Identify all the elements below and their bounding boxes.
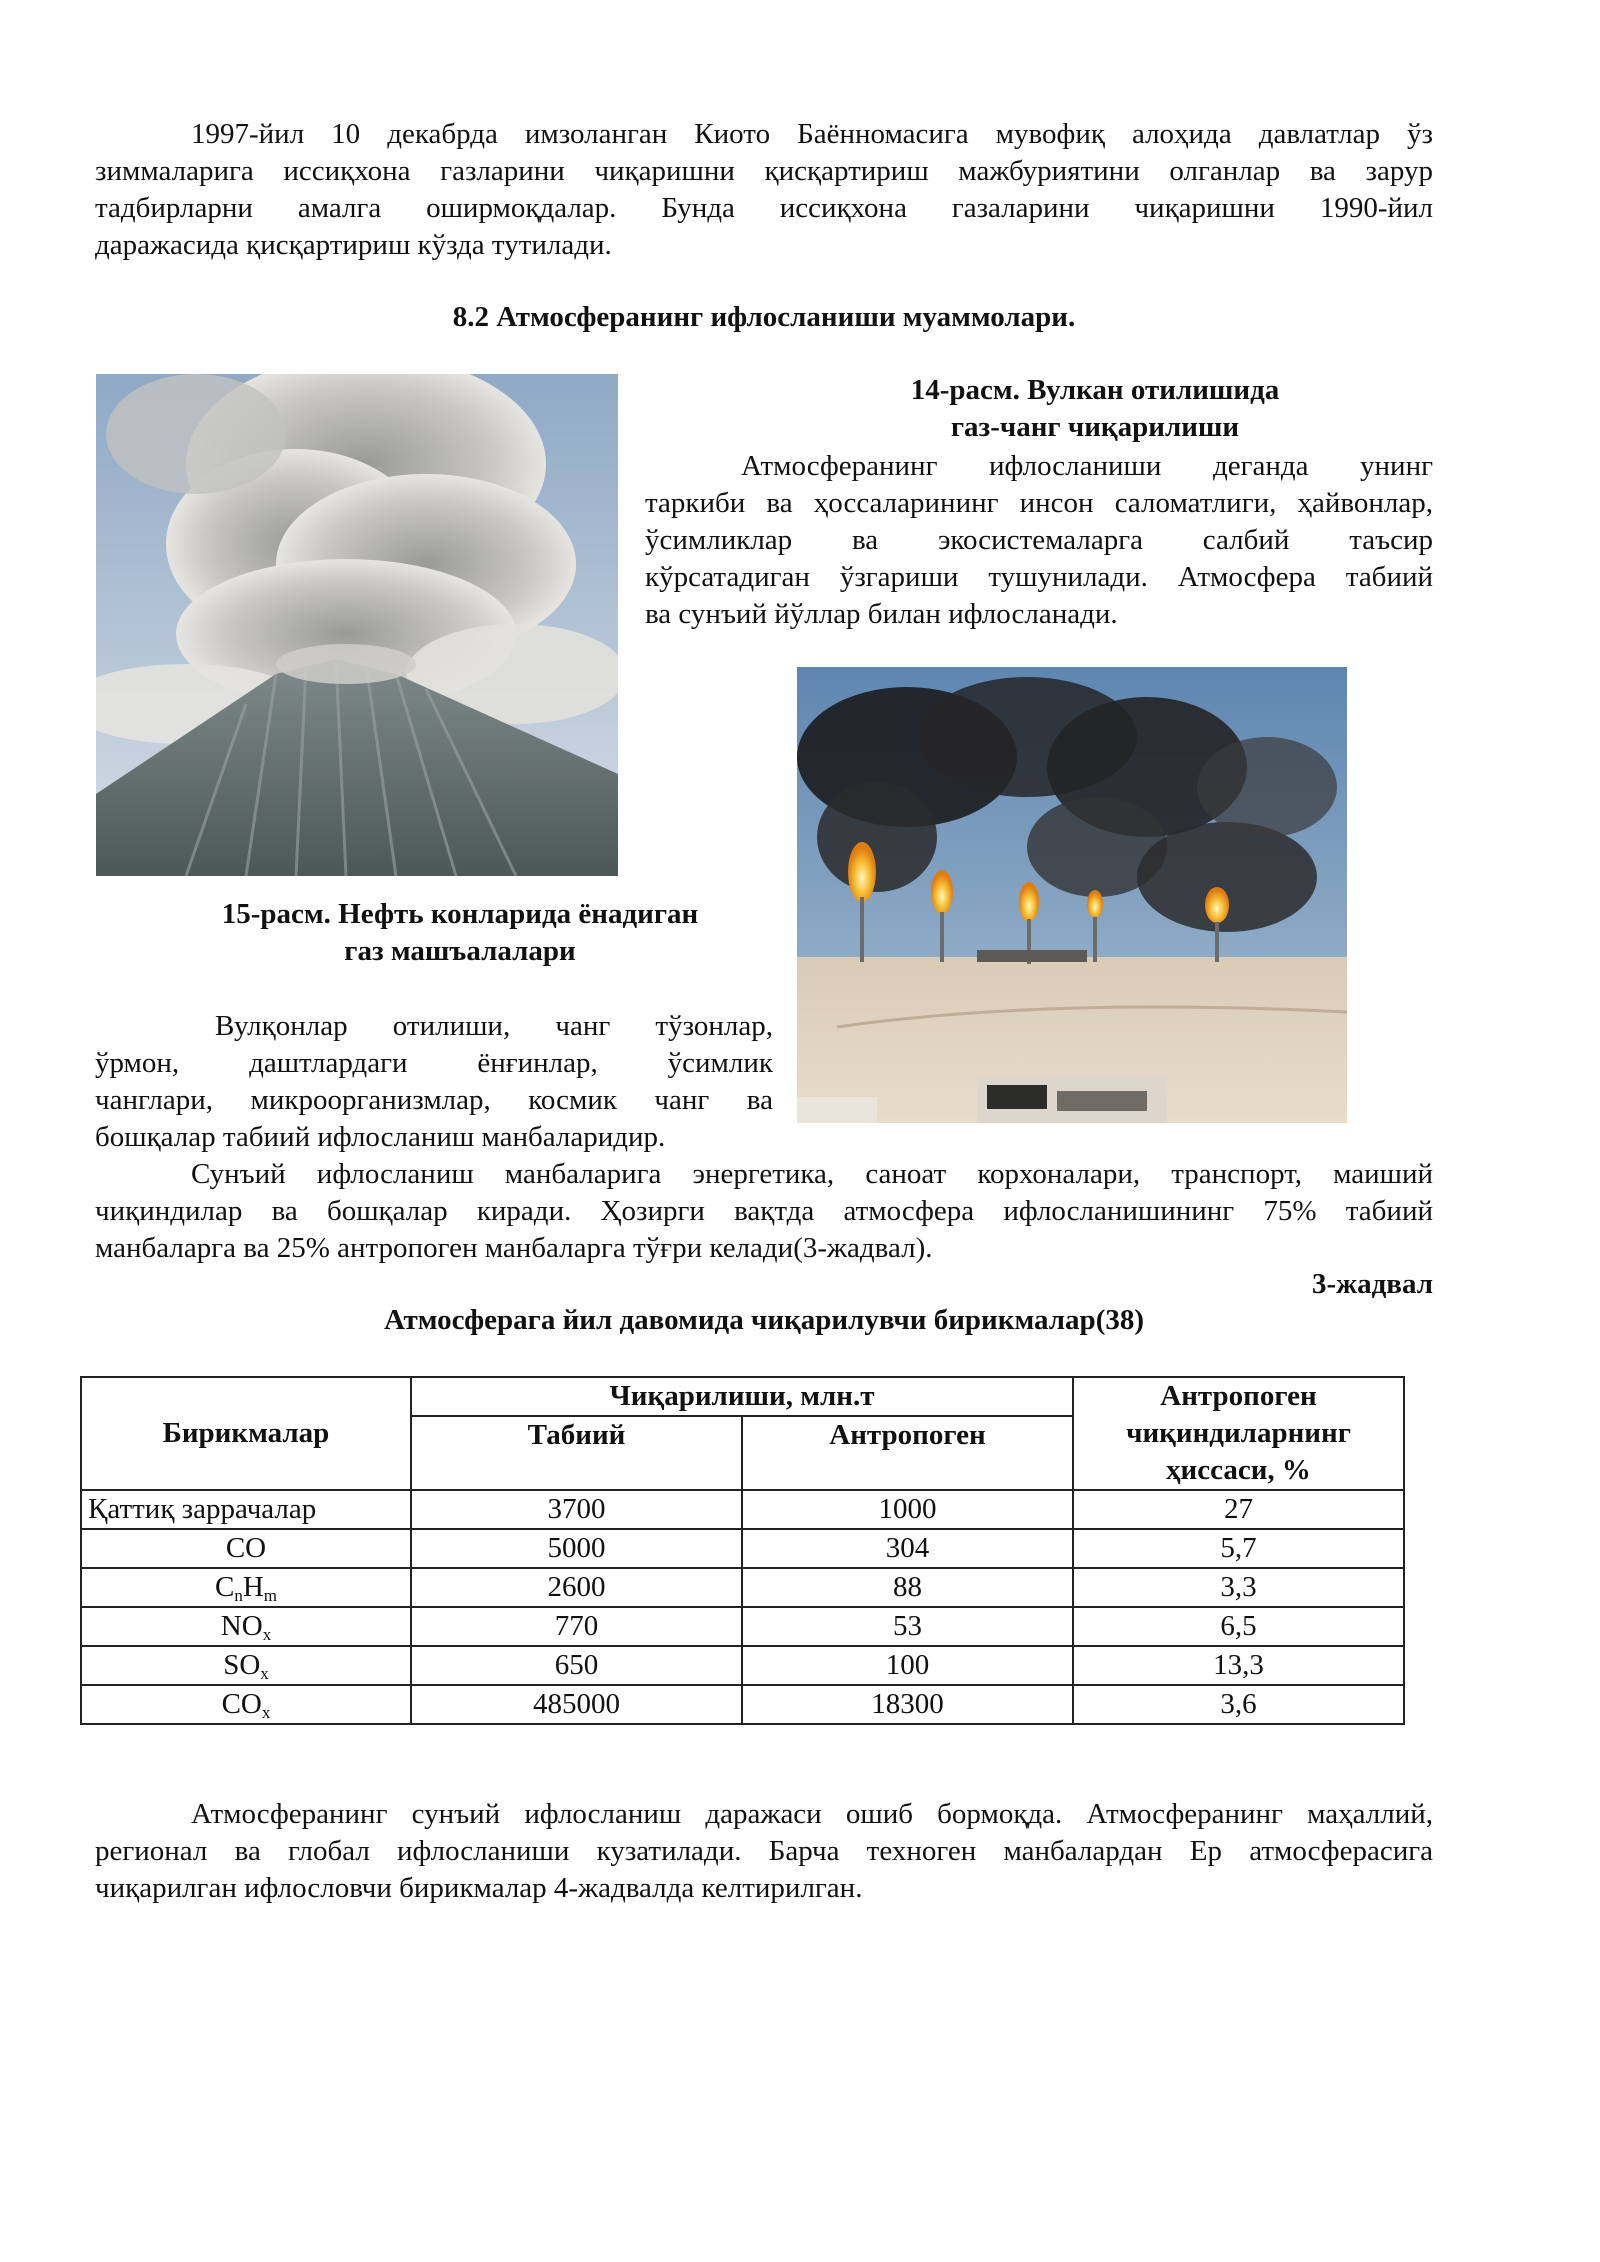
emissions-table: [80, 1376, 1405, 1725]
formula-subscript: x: [260, 1664, 269, 1683]
natural-value: 3700: [411, 1490, 742, 1529]
figure-14-caption: [820, 372, 1370, 446]
anthropogenic-value: 100: [742, 1646, 1073, 1685]
section-heading: 8.2 Атмосферанинг ифлосланиши муаммолари.: [452, 301, 1076, 333]
intro-line: 1997-йил 10 декабрда имзоланган Киото Баённомасига мувофиқ алоҳида давлатлар ўз: [191, 118, 1433, 150]
anthropogenic-value: 53: [742, 1607, 1073, 1646]
definition-line: таркиби ва ҳоссаларининг инсон саломатлиги, ҳайвонлар,: [645, 487, 1433, 519]
formula-mid: H: [242, 1571, 264, 1603]
share-value: 3,6: [1073, 1685, 1404, 1724]
formula-subscript: x: [261, 1703, 271, 1722]
closing-paragraph: [95, 1796, 1433, 1907]
table-row: [81, 1529, 1404, 1568]
natural-sources-line: чанглари, микроорганизмлар, космик чанг ва: [95, 1084, 773, 1116]
compound-formula: [81, 1646, 411, 1685]
share-value: 6,5: [1073, 1607, 1404, 1646]
intro-paragraph: [95, 116, 1433, 264]
definition-line: ва сунъий йўллар билан ифлосланади.: [645, 598, 1118, 630]
compound-name: Қаттиқ заррачалар: [81, 1490, 411, 1529]
figure-14-caption-line: газ-чанг чиқарилиши: [950, 411, 1240, 443]
natural-sources-paragraph: [95, 1008, 773, 1156]
compound-formula: [81, 1685, 411, 1724]
formula-subscript: x: [262, 1625, 272, 1644]
anthropogenic-value: 304: [742, 1529, 1073, 1568]
table-row: [81, 1685, 1404, 1724]
share-value: 27: [1073, 1490, 1404, 1529]
table-row: [81, 1490, 1404, 1529]
formula-subscript: n: [234, 1586, 243, 1605]
definition-paragraph: [645, 448, 1433, 633]
header-compounds: Бирикмалар: [81, 1377, 411, 1490]
formula-base: NO: [220, 1610, 263, 1642]
table-label: 3-жадвал: [1311, 1268, 1433, 1300]
artificial-sources-line: Сунъий ифлосланиш манбаларига энергетика, саноат корхоналари, транспорт, маиший: [191, 1158, 1433, 1190]
artificial-sources-line: чиқиндилар ва бошқалар киради. Ҳозирги вақтда атмосфера ифлосланишининг 75% табиий: [95, 1195, 1433, 1227]
header-natural: Табиий: [411, 1416, 742, 1490]
formula-base: SO: [223, 1649, 261, 1681]
definition-line: кўрсатадиган ўзгариши тушунилади. Атмосфера табиий: [645, 561, 1433, 593]
table-title: Атмосферага йил давомида чиқарилувчи бирикмалар(38): [383, 1304, 1145, 1336]
header-emission: Чиқарилиши, млн.т: [411, 1377, 1073, 1416]
gas-flares-photo: [797, 667, 1347, 1123]
natural-sources-line: бошқалар табиий ифлосланиш манбаларидир.: [95, 1121, 666, 1153]
table-header-row: [81, 1377, 1404, 1416]
table-row: [81, 1607, 1404, 1646]
figure-15-caption-line: газ машъалалари: [344, 935, 576, 967]
closing-line: чиқарилган ифлословчи бирикмалар 4-жадвалда келтирилган.: [95, 1872, 863, 1904]
header-anthropogenic-share: [1073, 1377, 1404, 1490]
header-share-line: чиқиндиларнинг: [1126, 1417, 1351, 1449]
anthropogenic-value: 18300: [742, 1685, 1073, 1724]
header-share-line: Антропоген: [1160, 1380, 1317, 1412]
natural-value: 5000: [411, 1529, 742, 1568]
anthropogenic-value: 1000: [742, 1490, 1073, 1529]
compound-formula: [81, 1568, 411, 1607]
anthropogenic-value: 88: [742, 1568, 1073, 1607]
volcano-eruption-photo: [96, 374, 618, 876]
figure-15-caption: [95, 896, 825, 970]
compound-formula: [81, 1529, 411, 1568]
intro-line: даражасида қисқартириш кўзда тутилади.: [95, 229, 612, 261]
natural-value: 650: [411, 1646, 742, 1685]
closing-line: Атмосферанинг сунъий ифлосланиш даражаси ошиб бормоқда. Атмосферанинг маҳаллий,: [191, 1798, 1433, 1830]
figure-15-caption-line: 15-расм. Нефть конларида ёнадиган: [221, 898, 699, 930]
intro-line: тадбирларни амалга оширмоқдалар. Бунда иссиқхона газаларини чиқаришни 1990-йил: [95, 192, 1433, 224]
formula-subscript: m: [263, 1586, 277, 1605]
natural-sources-line: ўрмон, даштлардаги ёнғинлар, ўсимлик: [95, 1047, 773, 1079]
formula-base: CO: [221, 1688, 262, 1720]
header-share-line: ҳиссаси, %: [1166, 1454, 1311, 1486]
definition-line: ўсимликлар ва экосистемаларга салбий таъсир: [645, 524, 1433, 556]
share-value: 5,7: [1073, 1529, 1404, 1568]
intro-line: зиммаларига иссиқхона газларини чиқаришни қисқартириш мажбуриятини олганлар ва зарур: [95, 155, 1433, 187]
share-value: 13,3: [1073, 1646, 1404, 1685]
artificial-sources-paragraph: [95, 1156, 1433, 1267]
natural-value: 485000: [411, 1685, 742, 1724]
closing-line: регионал ва глобал ифлосланиши кузатилади. Барча техноген манбалардан Ер атмосферасига: [95, 1835, 1433, 1867]
share-value: 3,3: [1073, 1568, 1404, 1607]
artificial-sources-line: манбаларга ва 25% антропоген манбаларга тўғри келади(3-жадвал).: [95, 1232, 933, 1264]
natural-sources-line: Вулқонлар отилиши, чанг тўзонлар,: [215, 1010, 773, 1042]
natural-value: 770: [411, 1607, 742, 1646]
table-row: [81, 1646, 1404, 1685]
formula-base: CO: [225, 1532, 267, 1564]
definition-line: Атмосферанинг ифлосланиши деганда унинг: [741, 450, 1433, 482]
header-anthropogenic: Антропоген: [742, 1416, 1073, 1490]
natural-value: 2600: [411, 1568, 742, 1607]
compound-formula: [81, 1607, 411, 1646]
table-row: [81, 1568, 1404, 1607]
formula-base: C: [214, 1571, 235, 1603]
figure-14-caption-line: 14-расм. Вулкан отилишида: [910, 374, 1280, 406]
